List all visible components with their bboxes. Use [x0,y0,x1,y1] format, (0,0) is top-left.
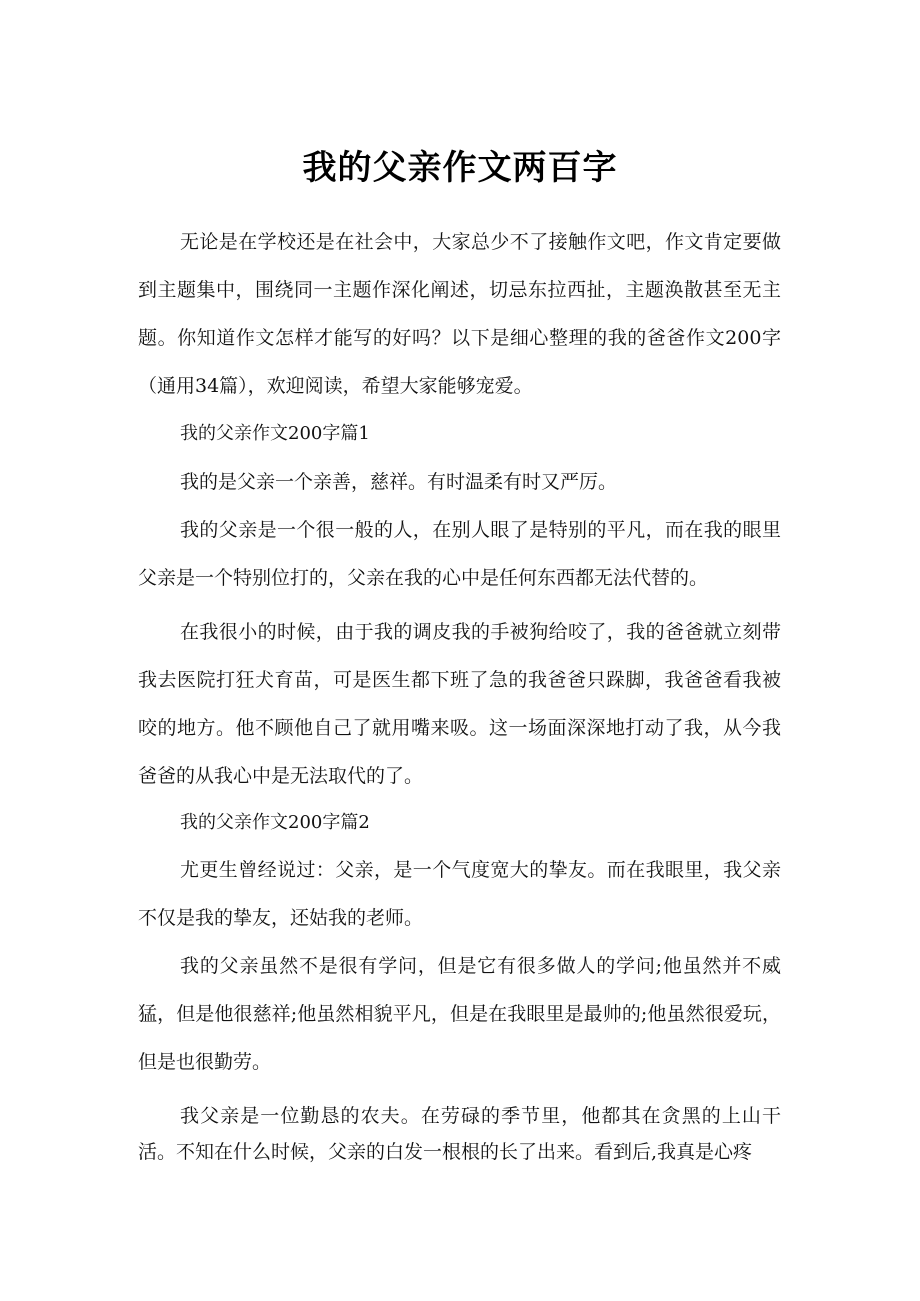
section2-paragraph-2: 我的父亲虽然不是很有学问，但是它有很多做人的学问;他虽然并不威猛，但是他很慈祥;他虽然相貌平凡，但是在我眼里是最帅的;他虽然很爱玩，但是也很勤劳。 [138,955,781,1073]
section1-paragraph-2: 我的父亲是一个很一般的人，在别人眼了是特别的平凡，而在我的眼里父亲是一个特别位打的，父亲在我的心中是任何东西都无法代替的。 [138,519,781,589]
page-title: 我的父亲作文两百字 [302,148,618,188]
intro-paragraph: 无论是在学校还是在社会中，大家总少不了接触作文吧，作文肯定要做到主题集中，围绕同一主题作深化阐述，切忌东拉西扯，主题涣散甚至无主题。你知道作文怎样才能写的好吗？以下是细心整理的我的爸爸作文200字（通用34篇），欢迎阅读，希望大家能够宠爱。 [138,231,781,397]
section-heading-2: 我的父亲作文200字篇2 [180,812,370,833]
section2-paragraph-3: 我父亲是一位勤恳的农夫。在劳碌的季节里，他都其在贪黑的上山干活。不知在什么时候，父亲的白发一根根的长了出来。看到后,我真是心疼 [138,1105,781,1163]
section-heading-1: 我的父亲作文200字篇1 [180,423,370,444]
section1-paragraph-1: 我的是父亲一个亲善，慈祥。有时温柔有时又严厉。 [180,471,618,493]
section2-paragraph-1: 尤更生曾经说过：父亲，是一个气度宽大的挚友。而在我眼里，我父亲不仅是我的挚友，还姑我的老师。 [138,859,781,929]
section1-paragraph-3: 在我很小的时候，由于我的调皮我的手被狗给咬了，我的爸爸就立刻带我去医院打狂犬育苗，可是医生都下班了急的我爸爸只跺脚，我爸爸看我被咬的地方。他不顾他自己了就用嘴来吸。这一场面深深地打动了我，从今我爸爸的从我心中是无法取代的了。 [138,621,781,787]
